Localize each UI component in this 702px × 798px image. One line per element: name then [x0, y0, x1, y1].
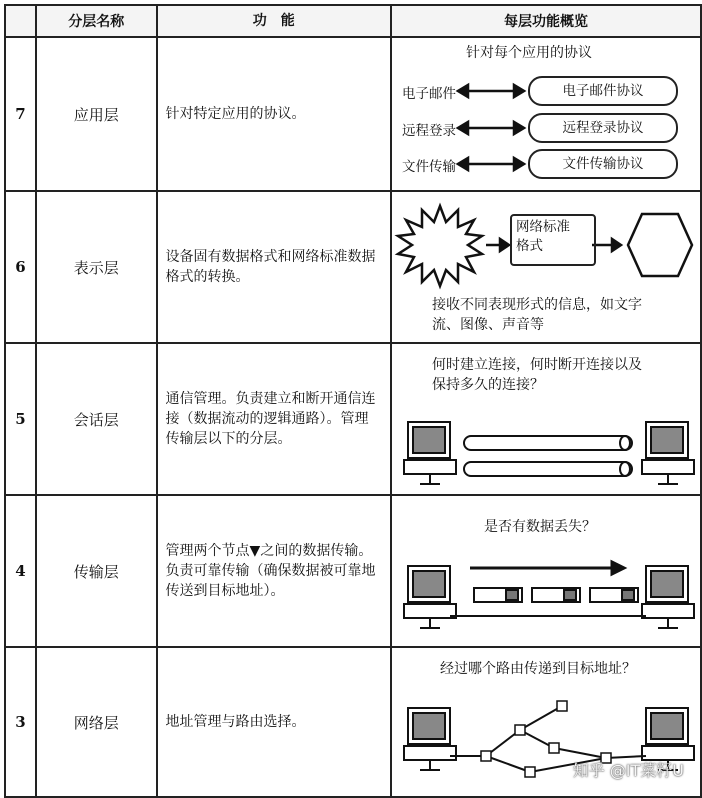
header-overview: 每层功能概览 [391, 5, 701, 37]
layer-number: 6 [5, 191, 36, 343]
header-number [5, 5, 36, 37]
file-transfer-protocol-pill: 文件传输协议 [528, 149, 678, 179]
arrow-right-icon [470, 562, 624, 574]
computer-icon [642, 566, 694, 628]
layer-overview [391, 495, 701, 647]
header-row [5, 5, 701, 37]
layer-number: 5 [5, 343, 36, 495]
layer-function: 设备固有数据格式和网络标准数据格式的转换。 [157, 191, 391, 343]
layer-name: 传输层 [36, 495, 157, 647]
layer-function: 针对特定应用的协议。 [157, 37, 391, 191]
layer-row-session [5, 343, 701, 495]
network-standard-format-box [510, 214, 596, 266]
box-line-1: 网络标准 [515, 219, 570, 235]
header-layer-name: 分层名称 [36, 5, 157, 37]
data-packets [474, 588, 638, 602]
layer-name: 应用层 [36, 37, 157, 191]
computer-icon [404, 708, 456, 770]
overview-caption: 针对每个应用的协议 [465, 45, 592, 61]
layer-number: 7 [5, 37, 36, 191]
layer-row-transport [5, 495, 701, 647]
computer-icon [404, 566, 456, 628]
email-protocol-pill: 电子邮件协议 [528, 76, 678, 106]
layer-row-presentation [5, 191, 701, 343]
watermark: 知乎 @IT菜籽U [572, 761, 684, 780]
overview-caption: 是否有数据丢失？ [483, 519, 596, 535]
layer-number: 4 [5, 495, 36, 647]
layer-overview [391, 343, 701, 495]
app-email-label: 电子邮件 [401, 86, 456, 102]
osi-layers-table [4, 4, 702, 798]
connection-pipe-icon [464, 436, 632, 476]
layer-row-application [5, 37, 701, 191]
computer-icon [404, 422, 456, 484]
overview-caption-2: 流、图像、声音等 [431, 317, 544, 333]
layer-number: 3 [5, 647, 36, 797]
app-remote-login-label: 远程登录 [401, 123, 456, 139]
overview-caption-1: 何时建立连接，何时断开连接以及 [431, 357, 642, 373]
burst-shape-icon [398, 206, 482, 286]
overview-caption-1: 接收不同表现形式的信息，如文字 [431, 297, 642, 313]
layer-function: 地址管理与路由选择。 [157, 647, 391, 797]
computer-icon [642, 422, 694, 484]
layer-function: 通信管理。负责建立和断开通信连接（数据流动的逻辑通路）。管理传输层以下的分层。 [157, 343, 391, 495]
layer-function: 管理两个节点▼之间的数据传输。负责可靠传输（确保数据被可靠地传送到目标地址）。 [157, 495, 391, 647]
overview-caption: 经过哪个路由传递到目标地址？ [439, 661, 636, 677]
hexagon-shape-icon [628, 214, 692, 276]
transport-diagram [392, 496, 700, 646]
layer-overview [391, 37, 701, 191]
layer-name: 表示层 [36, 191, 157, 343]
remote-login-protocol-pill: 远程登录协议 [528, 113, 678, 143]
box-line-2: 格式 [515, 238, 543, 254]
app-file-transfer-label: 文件传输 [401, 159, 456, 175]
header-function: 功 能 [157, 5, 391, 37]
overview-caption-2: 保持多久的连接？ [431, 377, 544, 393]
session-connection-diagram [392, 344, 700, 494]
layer-name: 网络层 [36, 647, 157, 797]
layer-overview [391, 191, 701, 343]
layer-name: 会话层 [36, 343, 157, 495]
